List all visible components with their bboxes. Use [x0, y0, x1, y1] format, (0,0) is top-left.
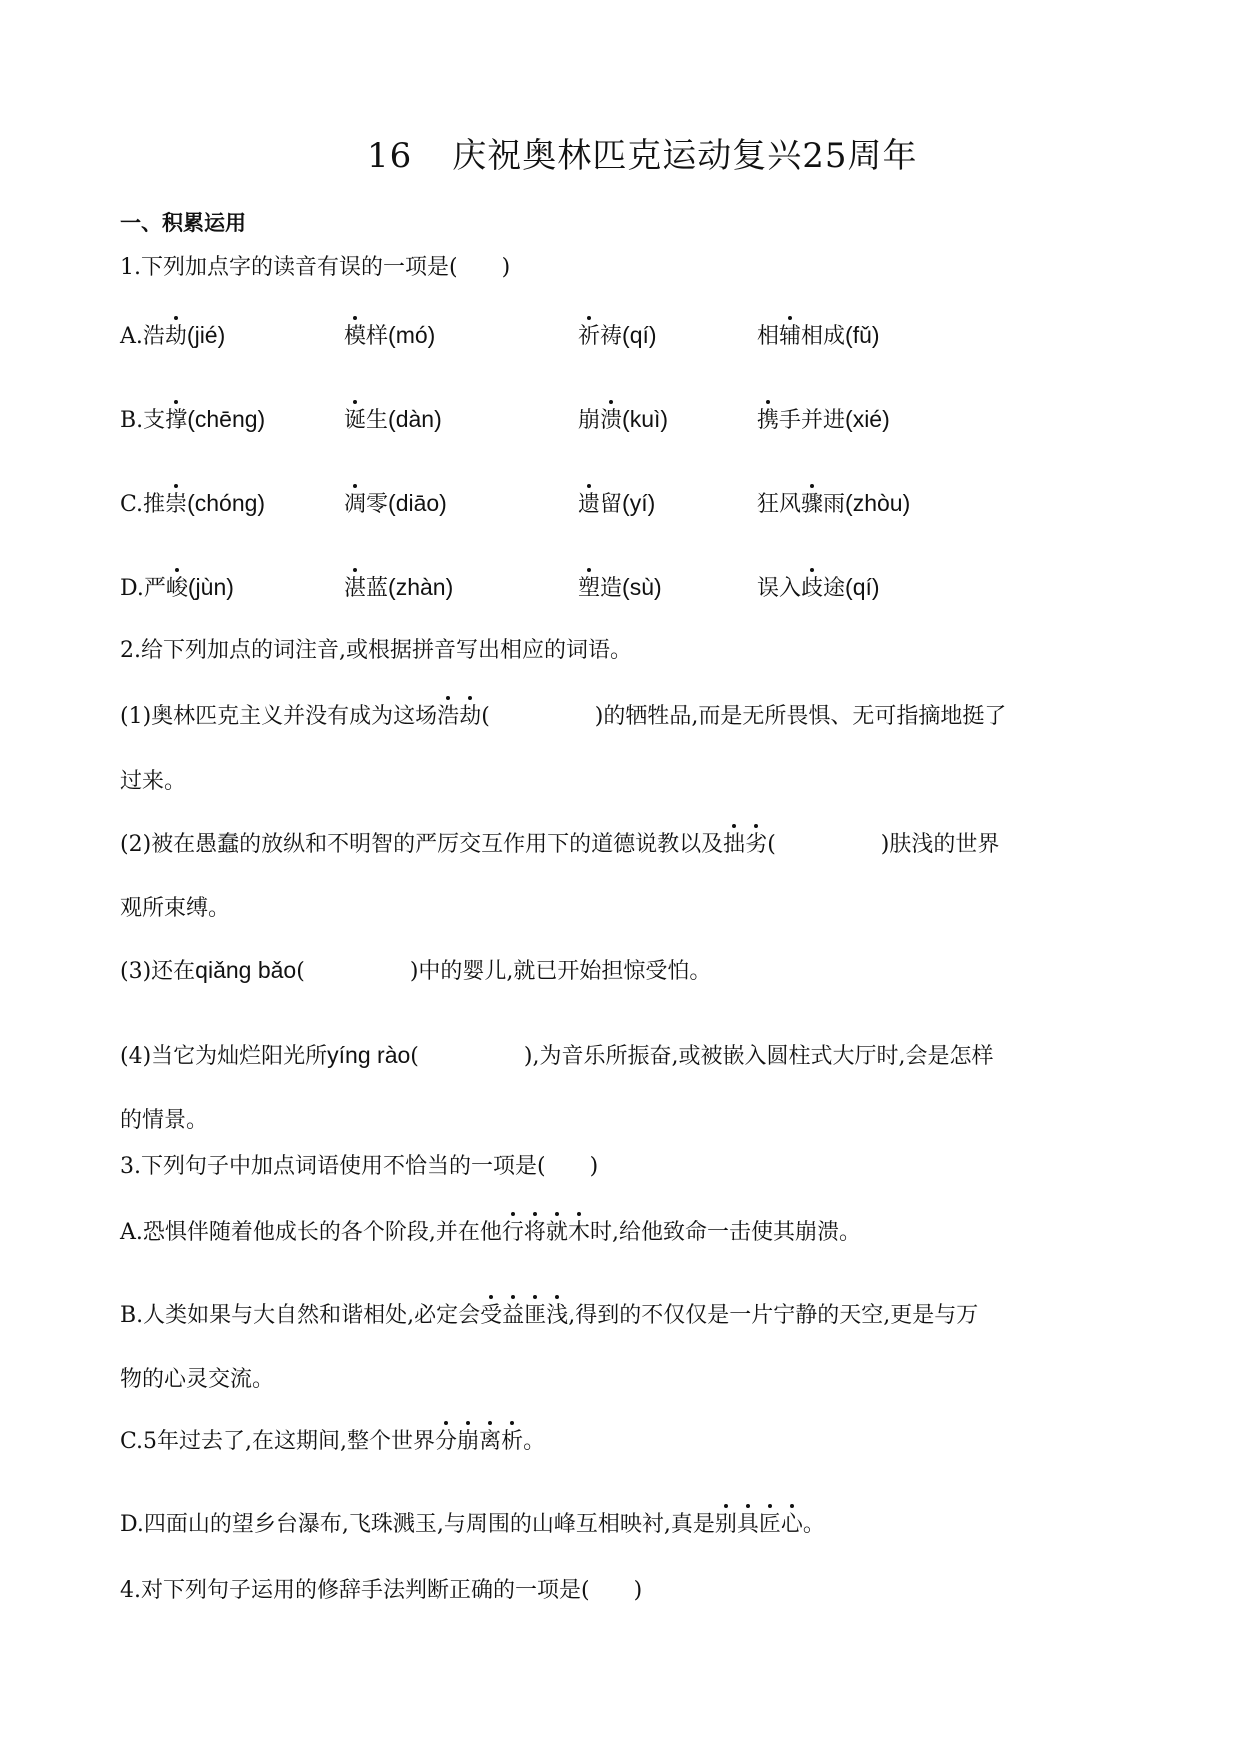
- dotted-char: 崇: [165, 490, 187, 520]
- dotted-word: [715, 1512, 803, 1537]
- pinyin: (chēng): [187, 406, 266, 432]
- pinyin: (zhòu): [845, 490, 911, 516]
- pinyin: (yí): [622, 490, 656, 516]
- dotted-char: 就: [546, 1218, 568, 1248]
- pinyin: (dàn): [388, 406, 442, 432]
- question-2-item-4-cont: 的情景。: [120, 1108, 209, 1133]
- dotted-word: [435, 1429, 523, 1454]
- question-2-stem: 2.给下列加点的词注音,或根据拼音写出相应的词语。: [120, 638, 632, 663]
- question-3-option-a: A.恐惧伴随着他成长的各个阶段,并在他行将就木时,给他致命一击使其崩溃。: [120, 1218, 861, 1248]
- dotted-word: [437, 704, 481, 729]
- dotted-char: 具: [737, 1510, 759, 1540]
- pinyin: (xié): [845, 406, 890, 432]
- q1-option-c-item-2: 凋零(diāo): [344, 488, 447, 520]
- option-letter: C.: [120, 492, 144, 517]
- question-3-option-b-cont: 物的心灵交流。: [120, 1367, 275, 1392]
- question-2-item-2: (2)被在愚蠢的放纵和不明智的严厉交互作用下的道德说教以及拙劣( )肤浅的世界: [120, 830, 999, 860]
- dotted-char: 撑: [165, 406, 187, 436]
- dotted-char: 拙: [723, 830, 745, 860]
- dotted-char: 受: [480, 1301, 502, 1331]
- question-2-item-4: (4)当它为灿烂阳光所yíng rào( ),为音乐所振奋,或被嵌入圆柱式大厅时,会是怎样: [120, 1042, 994, 1069]
- pinyin: (qí): [845, 574, 880, 600]
- dotted-char: 诞: [344, 406, 366, 436]
- q1-option-d-item-3: 塑造(sù): [578, 572, 662, 604]
- page-title: [367, 128, 918, 177]
- dotted-char: 匪: [524, 1301, 546, 1331]
- pinyin: (chóng): [187, 490, 266, 516]
- dotted-char: 辅: [779, 322, 801, 352]
- q1-option-d-item-1: D.严峻(jùn): [120, 572, 234, 604]
- q1-option-c-item-4: 狂风骤雨(zhòu): [757, 488, 910, 520]
- dotted-char: 分: [435, 1427, 457, 1457]
- pinyin: (diāo): [388, 490, 447, 516]
- q1-option-b-item-3: 崩溃(kuì): [578, 404, 668, 436]
- dotted-word: [502, 1220, 590, 1245]
- dotted-word: [480, 1303, 568, 1328]
- dotted-char: 将: [524, 1218, 546, 1248]
- question-3-option-c: C.5年过去了,在这期间,整个世界分崩离析。: [120, 1427, 545, 1457]
- dotted-char: 崩: [457, 1427, 479, 1457]
- pinyin: (sù): [622, 574, 662, 600]
- q1-option-b-item-4: 携手并进(xié): [757, 404, 890, 436]
- dotted-char: 模: [344, 322, 366, 352]
- dotted-char: 骤: [801, 490, 823, 520]
- question-3-option-d: D.四面山的望乡台瀑布,飞珠溅玉,与周围的山峰互相映衬,真是别具匠心。: [120, 1510, 825, 1540]
- dotted-char: 心: [781, 1510, 803, 1540]
- question-1-stem: 1.下列加点字的读音有误的一项是( ): [120, 255, 511, 280]
- pinyin: (qí): [622, 322, 657, 348]
- pinyin: (fǔ): [845, 322, 880, 348]
- dotted-word: [723, 832, 767, 857]
- pinyin: qiǎng bǎo: [195, 957, 297, 983]
- q1-option-a-item-3: 祈祷(qí): [578, 320, 657, 352]
- dotted-char: 溃: [600, 406, 622, 436]
- pinyin: (mó): [388, 322, 436, 348]
- dotted-char: 峻: [166, 574, 188, 604]
- option-letter: A.: [120, 324, 143, 349]
- dotted-char: 别: [715, 1510, 737, 1540]
- dotted-char: 遗: [578, 490, 600, 520]
- dotted-char: 益: [502, 1301, 524, 1331]
- dotted-char: 析: [501, 1427, 523, 1457]
- dotted-char: 祈: [578, 322, 600, 352]
- dotted-char: 浅: [546, 1301, 568, 1331]
- lesson-title: 庆祝奥林匹克运动复兴25周年: [452, 136, 918, 176]
- question-2-item-3: (3)还在qiǎng bǎo( )中的婴儿,就已开始担惊受怕。: [120, 957, 712, 984]
- dotted-char: 行: [502, 1218, 524, 1248]
- q1-option-d-item-4: 误入歧途(qí): [757, 572, 880, 604]
- option-letter: B.: [120, 408, 144, 433]
- q1-option-a-item-2: 模样(mó): [344, 320, 435, 352]
- dotted-char: 塑: [578, 574, 600, 604]
- q1-option-c-item-1: C.推崇(chóng): [120, 488, 265, 520]
- question-3-stem: 3.下列句子中加点词语使用不恰当的一项是( ): [120, 1154, 599, 1179]
- question-3-option-b: B.人类如果与大自然和谐相处,必定会受益匪浅,得到的不仅仅是一片宁静的天空,更是与万: [120, 1301, 978, 1331]
- dotted-char: 浩: [437, 702, 459, 732]
- dotted-char: 歧: [801, 574, 823, 604]
- question-2-item-1-cont: 过来。: [120, 769, 187, 794]
- q1-option-a-item-1: A.浩劫(jié): [120, 320, 225, 352]
- dotted-char: 离: [479, 1427, 501, 1457]
- question-4-stem: 4.对下列句子运用的修辞手法判断正确的一项是( ): [120, 1578, 643, 1603]
- section-heading: 一、积累运用: [120, 211, 246, 235]
- pinyin: (zhàn): [388, 574, 454, 600]
- q1-option-c-item-3: 遗留(yí): [578, 488, 655, 520]
- dotted-char: 湛: [344, 574, 366, 604]
- dotted-char: 木: [568, 1218, 590, 1248]
- option-letter: D.: [120, 576, 144, 601]
- q1-option-d-item-2: 湛蓝(zhàn): [344, 572, 453, 604]
- pinyin: (kuì): [622, 406, 669, 432]
- dotted-char: 匠: [759, 1510, 781, 1540]
- pinyin: yíng rào: [327, 1042, 411, 1068]
- dotted-char: 劣: [745, 830, 767, 860]
- pinyin: (jié): [186, 322, 226, 348]
- q1-option-b-item-2: 诞生(dàn): [344, 404, 442, 436]
- question-2-item-1: (1)奥林匹克主义并没有成为这场浩劫( )的牺牲品,而是无所畏惧、无可指摘地挺了: [120, 702, 1006, 732]
- q1-option-a-item-4: 相辅相成(fǔ): [757, 320, 880, 352]
- lesson-number: 16: [367, 136, 413, 176]
- dotted-char: 携: [757, 406, 779, 436]
- pinyin: (jùn): [187, 574, 234, 600]
- q1-option-b-item-1: B.支撑(chēng): [120, 404, 265, 436]
- dotted-char: 劫: [459, 702, 481, 732]
- dotted-char: 凋: [344, 490, 366, 520]
- question-2-item-2-cont: 观所束缚。: [120, 896, 231, 921]
- dotted-char: 劫: [165, 322, 187, 352]
